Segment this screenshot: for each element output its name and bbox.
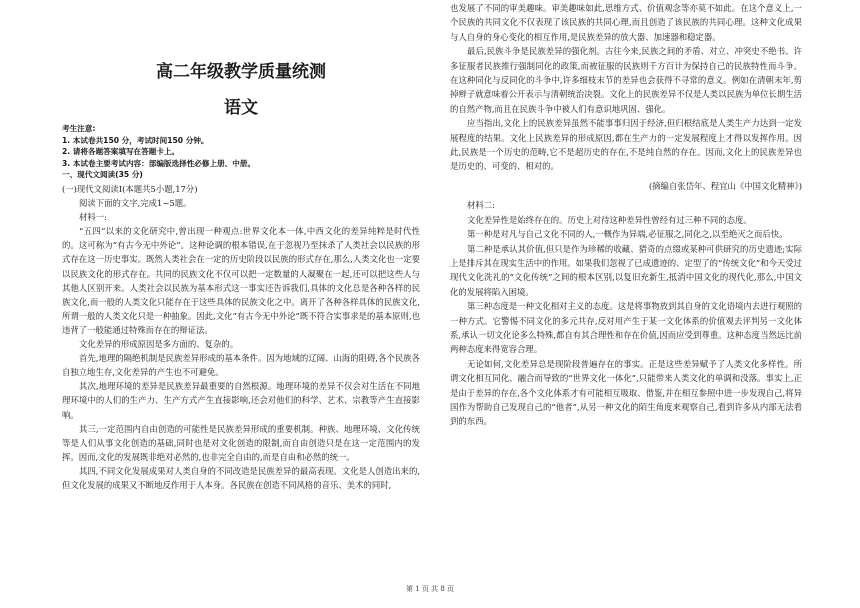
- material-label: 材料二:: [467, 200, 495, 211]
- body-paragraph: 第一种是对凡与自己文化不同的人,一概作为异端,必征服之,同化之,以至绝灭之而后快。: [467, 229, 788, 240]
- notice-item: 2. 请将各题答案填写在答题卡上。: [62, 147, 180, 157]
- body-paragraph: 也发展了不同的审美趣味。审美趣味如此,思维方式、价值观念等亦莫不如此。在这个意义上,一个民族的共同文化不仅表现了该民族的共同心理,而且创造了该民族的共同心理。这种文化成果与人自身的身心变化的相互作用,是民族差异的放大器、加速器和稳定器。: [450, 3, 802, 42]
- body-paragraph: 第二种是承认其价值,但只是作为珍稀的收藏、猎奇的点缀或某种可供研究的历史遗迹;实际上是排斥其在现实生活中的作用。如果我们忽视了已成遗迹的、定型了的“传统文化”和今天受过现代文化洗礼的“文化传统”之间的根本区别,以复旧充新生,抵消中国文化的现代化,那么,中国文化的发展将陷入困境。: [450, 243, 802, 297]
- notice-heading: 考生注意:: [62, 124, 96, 133]
- body-paragraph: 文化差异性是始终存在的。历史上对待这种差异性曾经有过三种不同的态度。: [467, 214, 752, 225]
- body-paragraph: 首先,地理的隔绝机制是民族差异形成的基本条件。因为地域的辽阔、山海的阻碍,各个民族各自独立地生存,文化差异的产生也不可避免。: [62, 353, 420, 378]
- body-paragraph: 第三种态度是一种文化相对主义的态度。这是将事物放到其自身的文化语境内去进行观照的一种方式。它警惕不同文化的多元共存,反对用产生于某一文化体系的价值观去评判另一文化体系,承认一切文化论多么特殊,都自有其合理性和存在价值,因而应受到尊重。这种态度当然远比前两种态度来得宽容合理。: [450, 301, 802, 355]
- subsection-heading: (一)现代文阅读Ⅰ(本题共5小题,17分): [62, 184, 198, 194]
- page-number: 第 1 页 共 8 页: [405, 585, 455, 593]
- notice-item: 3. 本试卷主要考试内容：部编版选择性必修上册、中册。: [62, 158, 256, 168]
- body-paragraph: 其三,一定范围内自由创造的可能性是民族差异形成的重要机制。种族、地理环境、文化传统等是人们从事文化创造的基础,同时也是对文化创造的限制,而自由创造只是在这一定范围内的发挥。因而,文化的发展既非绝对必然的,也非完全自由的,而是自由和必然的统一。: [62, 423, 420, 462]
- exam-subject: 语文: [224, 98, 258, 118]
- body-paragraph: 其四,不同文化发展成果对人类自身的不同改造是民族差异的最高表现。文化是人创造出来的,但文化发展的成果又不断地反作用于人本身。各民族在创造不同风格的音乐、美术的同时,: [62, 465, 420, 490]
- material-label: 材料一:: [79, 212, 107, 223]
- right-column: [450, 1, 802, 429]
- body-paragraph: 应当指出,文化上的民族差异虽然不能事事归因于经济,但归根结底是人类生产力达到一定发展程度的结果。文化上民族差异的形成原因,都在生产力的一定发展程度上才得以发挥作用。因此,民族是一个历史的范畴,它不是超历史的存在,不是纯自然的存在。因而,文化上的民族差异也是历史的、可变的、相对的。: [450, 118, 802, 172]
- body-paragraph: 文化差异的形成原因是多方面的、复杂的。: [79, 339, 239, 350]
- notice-item: 1. 本试卷共150 分，考试时间150 分钟。: [62, 135, 209, 145]
- body-paragraph: “五四”以来的文化研究中,曾出现一种观点:世界文化本一体,中西文化的差异纯粹是时代性的。这可称为“有古今无中外论”。这种论调的根本错误,在于忽视乃至抹杀了人类社会以民族的形式存在这一历史事实。既然人类社会在一定的历史阶段以民族的形式存在,那么,人类文化也一定要以民族文化的形式存在。共同的民族文化不仅可以把一定数量的人凝聚在一起,还可以把这些人与其他人区别开来。人类社会以民族为基本形式这一事实还告诉我们,具体的文化总是各种各样的民族文化,而一般的人类文化只能存在于这些具体的民族文化之中。离开了各种各样具体的民族文化,所谓一般的人类文化只是一种抽象。因此,文化“有古今无中外论”既不符合实事求是的基本原则,也违背了一般能通过特殊而存在的辩证法。: [62, 226, 420, 335]
- reading-instruction: 阅读下面的文字,完成1~5题。: [79, 198, 192, 209]
- exam-notice: [62, 123, 422, 181]
- body-paragraph: 最后,民族斗争是民族差异的强化剂。古往今来,民族之间的矛盾、对立、冲突史不绝书。许多征服者民族推行强制同化的政策,而被征服的民族则千方百计为保持自己的民族特性而斗争。在这种同化与反同化的斗争中,许多细枝末节的差异也会获得不寻常的意义。例如在清朝末年,剪掉辫子就意味着公开表示与清朝统治决裂。文化上的民族差异不仅是人类以民族为单位长期生活的自然产物,而且在民族斗争中被人们有意识地巩固、强化。: [450, 46, 802, 114]
- exam-title: 高二年级教学质量统测: [156, 62, 326, 82]
- source-citation: (摘编自张岱年、程宜山《中国文化精神》): [648, 180, 802, 191]
- section-heading: 一、现代文阅读(35 分): [62, 170, 143, 180]
- left-column: [62, 182, 420, 492]
- body-paragraph: 其次,地理环境的差异是民族差异最重要的自然根源。地理环境的差异不仅会对生活在不同地理环境中的人们的生产力、生产方式产生直接影响,还会对他们的科学、艺术、宗教等产生直接影响。: [62, 381, 420, 420]
- body-paragraph: 无论如何,文化差异总是现阶段普遍存在的事实。正是这些差异赋予了人类文化多样性。所谓文化相互同化、融合而导致的“世界文化一体化”,只能带来人类文化的单调和没落。事实上,正是由于差异的存在,各个文化体系才有可能相互吸取、借鉴,并在相互参照中进一步发现自己,将异国作为帮助自己发现自己的“他者”,从另一种文化的陌生角度来观察自己,看到许多从内部无法看到的东西。: [450, 358, 802, 427]
